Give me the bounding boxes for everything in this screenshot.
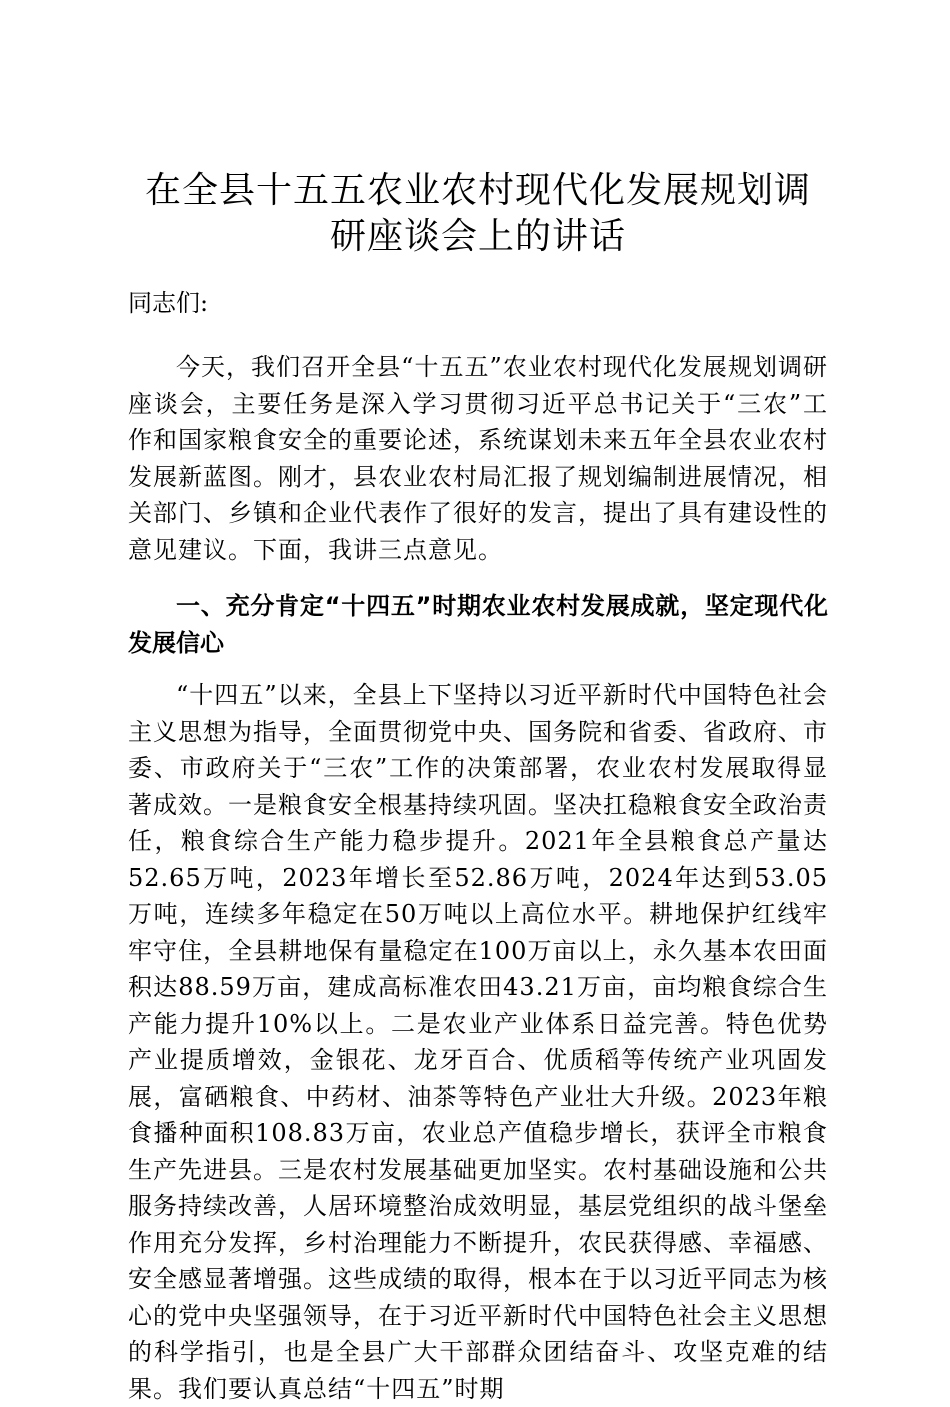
document-title: 在全县十五五农业农村现代化发展规划调研座谈会上的讲话 xyxy=(144,170,811,257)
document-page xyxy=(128,168,828,1407)
salutation: 同志们: xyxy=(128,289,209,317)
section-1-heading: 一、充分肯定“十四五”时期农业农村发展成就，坚定现代化发展信心 xyxy=(128,592,828,657)
intro-paragraph: 今天，我们召开全县“十五五”农业农村现代化发展规划调研座谈会，主要任务是深入学习贯彻习近平总书记关于“三农”工作和国家粮食安全的重要论述，系统谋划未来五年全县农业农村发展新蓝图。刚才，县农业农村局汇报了规划编制进展情况，相关部门、乡镇和企业代表作了很好的发言，提出了具有建设性的意见建议。下面，我讲三点意见。 xyxy=(128,353,828,564)
section-1-paragraph: “十四五”以来，全县上下坚持以习近平新时代中国特色社会主义思想为指导，全面贯彻党中央、国务院和省委、省政府、市委、市政府关于“三农”工作的决策部署，农业农村发展取得显著成效。一是粮食安全根基持续巩固。坚决扛稳粮食安全政治责任，粮食综合生产能力稳步提升。2021年全县粮食总产量达52.65万吨，2023年增长至52.86万吨，2024年达到53.05万吨，连续多年稳定在50万吨以上高位水平。耕地保护红线牢牢守住，全县耕地保有量稳定在100万亩以上，永久基本农田面积达88.59万亩，建成高标准农田43.21万亩，亩均粮食综合生产能力提升10%以上。二是农业产业体系日益完善。特色优势产业提质增效，金银花、龙牙百合、优质稻等传统产业巩固发展，富硒粮食、中药材、油茶等特色产业壮大升级。2023年粮食播种面积108.83万亩，农业总产值稳步增长，获评全市粮食生产先进县。三是农村发展基础更加坚实。农村基础设施和公共服务持续改善，人居环境整治成效明显，基层党组织的战斗堡垒作用充分发挥，乡村治理能力不断提升，农民获得感、幸福感、安全感显著增强。这些成绩的取得，根本在于以习近平同志为核心的党中央坚强领导，在于习近平新时代中国特色社会主义思想的科学指引，也是全县广大干部群众团结奋斗、攻坚克难的结果。我们要认真总结“十四五”时期 xyxy=(128,681,828,1403)
